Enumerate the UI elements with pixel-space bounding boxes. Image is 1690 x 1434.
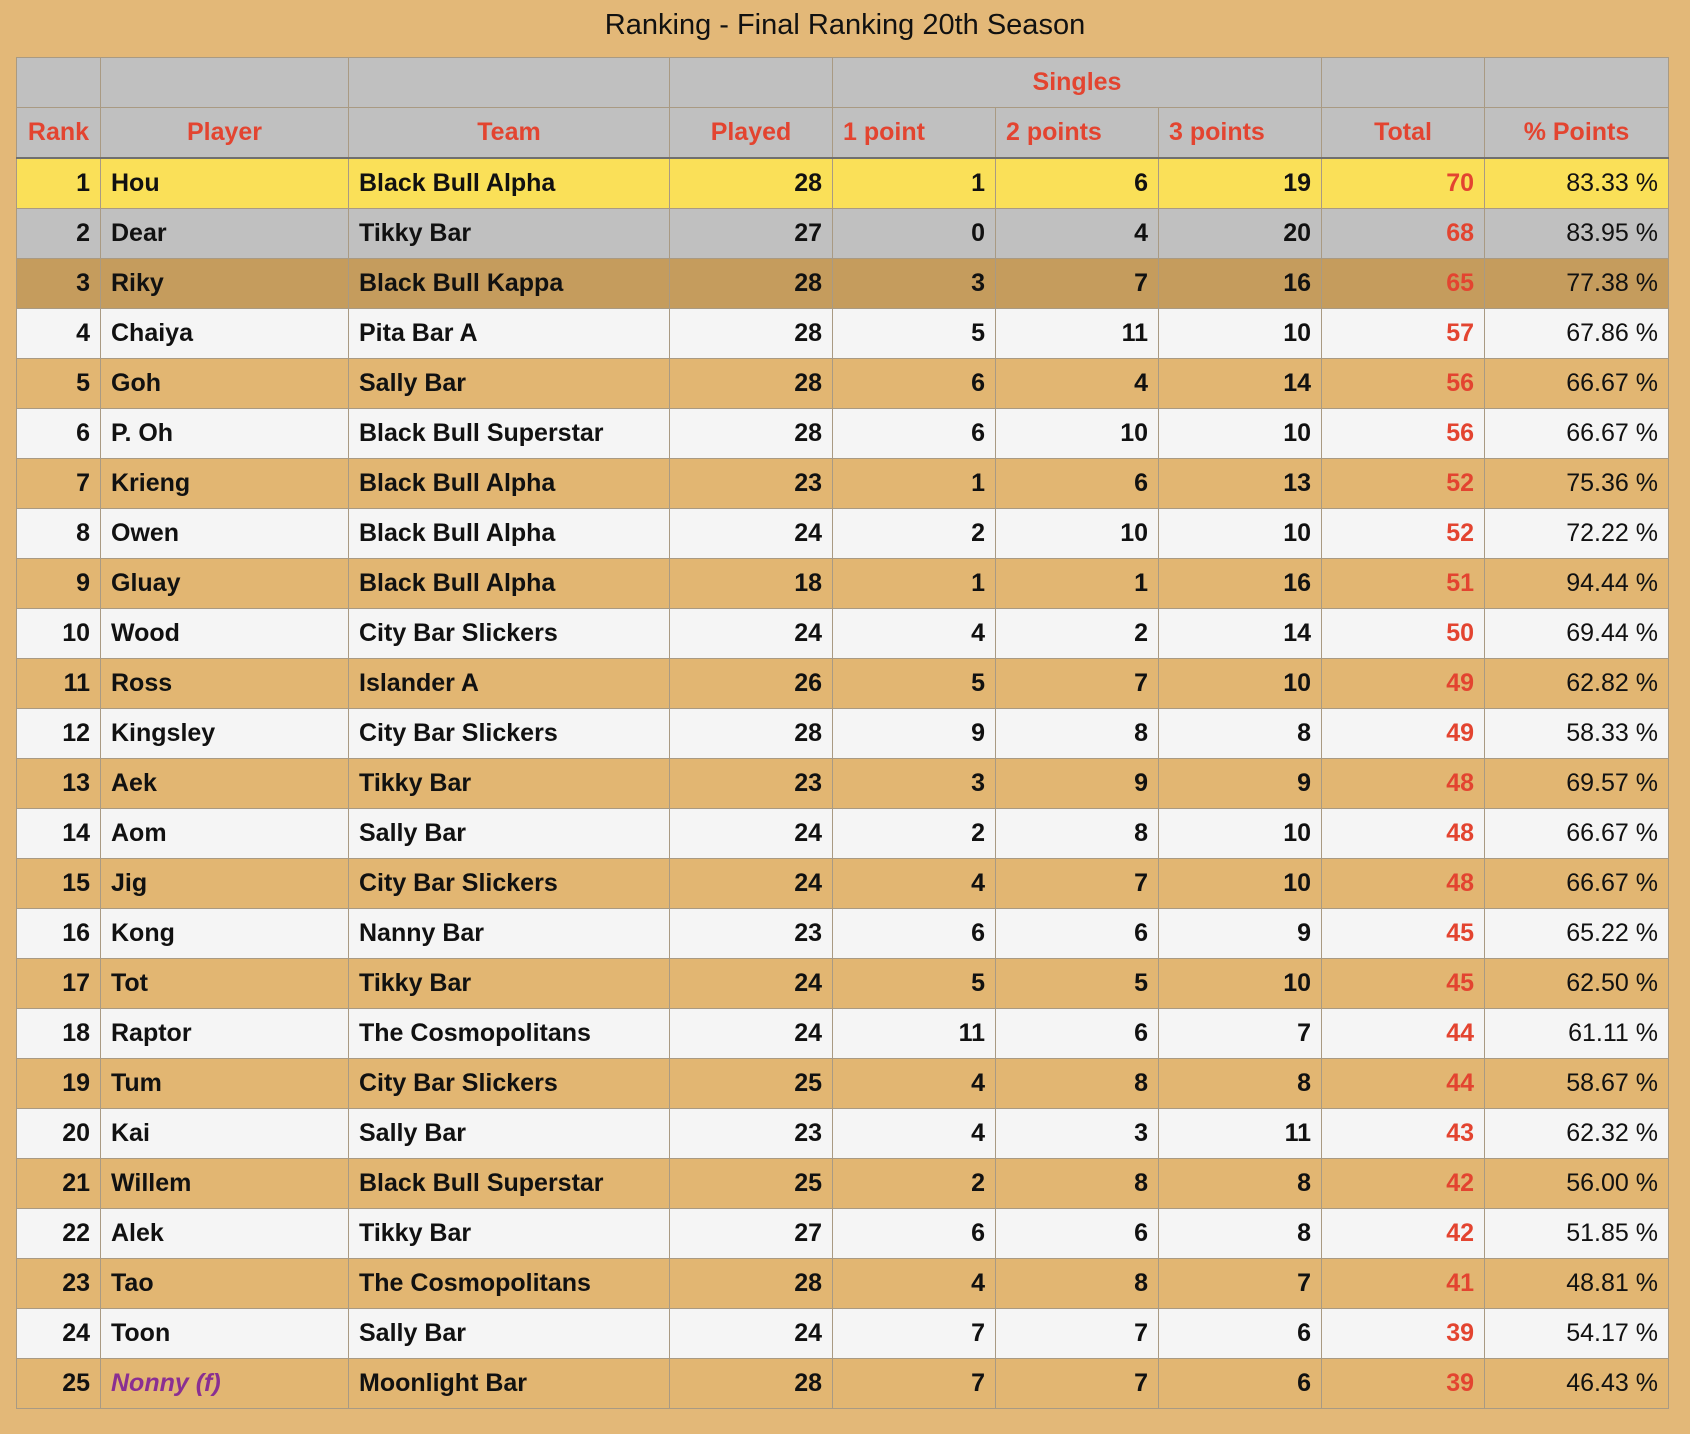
rank-cell: 11 — [17, 659, 101, 709]
team-name-cell: Black Bull Superstar — [349, 1159, 670, 1209]
one-point-cell: 5 — [833, 659, 996, 709]
rank-cell: 25 — [17, 1359, 101, 1409]
table-row[interactable] — [17, 1109, 1669, 1159]
header-blank — [1485, 58, 1669, 108]
one-point-cell: 11 — [833, 1009, 996, 1059]
team-name-cell: The Cosmopolitans — [349, 1009, 670, 1059]
percent-points-cell: 61.11 % — [1485, 1009, 1669, 1059]
player-name-cell: Nonny (f) — [101, 1359, 349, 1409]
two-points-cell: 4 — [996, 359, 1159, 409]
total-cell: 41 — [1322, 1259, 1485, 1309]
played-cell: 24 — [670, 1309, 833, 1359]
one-point-cell: 7 — [833, 1309, 996, 1359]
total-cell: 56 — [1322, 359, 1485, 409]
two-points-cell: 7 — [996, 859, 1159, 909]
team-name-cell: City Bar Slickers — [349, 859, 670, 909]
two-points-cell: 8 — [996, 1059, 1159, 1109]
played-cell: 23 — [670, 909, 833, 959]
three-points-cell: 10 — [1159, 959, 1322, 1009]
rank-cell: 15 — [17, 859, 101, 909]
percent-points-cell: 75.36 % — [1485, 459, 1669, 509]
played-cell: 24 — [670, 509, 833, 559]
team-name-cell: Sally Bar — [349, 1109, 670, 1159]
played-cell: 28 — [670, 259, 833, 309]
three-points-cell: 13 — [1159, 459, 1322, 509]
one-point-cell: 9 — [833, 709, 996, 759]
two-points-cell: 10 — [996, 509, 1159, 559]
team-name-cell: Black Bull Superstar — [349, 409, 670, 459]
col-header-total[interactable]: Total — [1322, 108, 1485, 159]
rank-cell: 12 — [17, 709, 101, 759]
table-row[interactable] — [17, 359, 1669, 409]
two-points-cell: 6 — [996, 1009, 1159, 1059]
team-name-cell: City Bar Slickers — [349, 1059, 670, 1109]
two-points-cell: 6 — [996, 158, 1159, 209]
percent-points-cell: 69.57 % — [1485, 759, 1669, 809]
table-row[interactable] — [17, 209, 1669, 259]
total-cell: 44 — [1322, 1009, 1485, 1059]
total-cell: 48 — [1322, 759, 1485, 809]
one-point-cell: 4 — [833, 1259, 996, 1309]
played-cell: 24 — [670, 959, 833, 1009]
rank-cell: 21 — [17, 1159, 101, 1209]
played-cell: 28 — [670, 1359, 833, 1409]
percent-points-cell: 54.17 % — [1485, 1309, 1669, 1359]
player-name-cell: Tot — [101, 959, 349, 1009]
player-name-cell: P. Oh — [101, 409, 349, 459]
header-columns-row — [17, 108, 1669, 159]
one-point-cell: 6 — [833, 359, 996, 409]
player-name-cell: Gluay — [101, 559, 349, 609]
player-name-cell: Tum — [101, 1059, 349, 1109]
one-point-cell: 4 — [833, 609, 996, 659]
three-points-cell: 9 — [1159, 909, 1322, 959]
table-row[interactable] — [17, 859, 1669, 909]
two-points-cell: 7 — [996, 1309, 1159, 1359]
percent-points-cell: 65.22 % — [1485, 909, 1669, 959]
total-cell: 50 — [1322, 609, 1485, 659]
table-row[interactable] — [17, 1259, 1669, 1309]
team-name-cell: Islander A — [349, 659, 670, 709]
two-points-cell: 11 — [996, 309, 1159, 359]
team-name-cell: Black Bull Kappa — [349, 259, 670, 309]
three-points-cell: 10 — [1159, 859, 1322, 909]
three-points-cell: 8 — [1159, 1209, 1322, 1259]
three-points-cell: 7 — [1159, 1009, 1322, 1059]
table-row[interactable] — [17, 1359, 1669, 1409]
table-row[interactable] — [17, 1159, 1669, 1209]
player-name-cell: Jig — [101, 859, 349, 909]
two-points-cell: 9 — [996, 759, 1159, 809]
col-header-played[interactable]: Played — [670, 108, 833, 159]
player-name-cell: Kai — [101, 1109, 349, 1159]
one-point-cell: 2 — [833, 509, 996, 559]
total-cell: 65 — [1322, 259, 1485, 309]
percent-points-cell: 83.95 % — [1485, 209, 1669, 259]
percent-points-cell: 58.33 % — [1485, 709, 1669, 759]
percent-points-cell: 46.43 % — [1485, 1359, 1669, 1409]
rank-cell: 10 — [17, 609, 101, 659]
played-cell: 18 — [670, 559, 833, 609]
team-name-cell: Tikky Bar — [349, 209, 670, 259]
team-name-cell: The Cosmopolitans — [349, 1259, 670, 1309]
rank-cell: 16 — [17, 909, 101, 959]
played-cell: 28 — [670, 309, 833, 359]
one-point-cell: 6 — [833, 1209, 996, 1259]
played-cell: 28 — [670, 158, 833, 209]
team-name-cell: Sally Bar — [349, 1309, 670, 1359]
two-points-cell: 5 — [996, 959, 1159, 1009]
total-cell: 42 — [1322, 1209, 1485, 1259]
two-points-cell: 4 — [996, 209, 1159, 259]
rank-cell: 8 — [17, 509, 101, 559]
two-points-cell: 8 — [996, 709, 1159, 759]
one-point-cell: 4 — [833, 1109, 996, 1159]
three-points-cell: 6 — [1159, 1359, 1322, 1409]
team-name-cell: Black Bull Alpha — [349, 158, 670, 209]
percent-points-cell: 51.85 % — [1485, 1209, 1669, 1259]
col-header-percent-points[interactable]: % Points — [1485, 108, 1669, 159]
total-cell: 48 — [1322, 859, 1485, 909]
total-cell: 70 — [1322, 158, 1485, 209]
player-name-cell: Raptor — [101, 1009, 349, 1059]
team-name-cell: Tikky Bar — [349, 1209, 670, 1259]
three-points-cell: 10 — [1159, 659, 1322, 709]
two-points-cell: 1 — [996, 559, 1159, 609]
two-points-cell: 7 — [996, 1359, 1159, 1409]
rank-cell: 22 — [17, 1209, 101, 1259]
player-name-cell: Dear — [101, 209, 349, 259]
percent-points-cell: 58.67 % — [1485, 1059, 1669, 1109]
rank-cell: 2 — [17, 209, 101, 259]
two-points-cell: 8 — [996, 809, 1159, 859]
two-points-cell: 7 — [996, 659, 1159, 709]
played-cell: 23 — [670, 1109, 833, 1159]
player-name-cell: Toon — [101, 1309, 349, 1359]
three-points-cell: 14 — [1159, 359, 1322, 409]
table-row[interactable] — [17, 409, 1669, 459]
percent-points-cell: 72.22 % — [1485, 509, 1669, 559]
percent-points-cell: 77.38 % — [1485, 259, 1669, 309]
table-row[interactable] — [17, 959, 1669, 1009]
percent-points-cell: 66.67 % — [1485, 809, 1669, 859]
percent-points-cell: 62.50 % — [1485, 959, 1669, 1009]
player-name-cell: Hou — [101, 158, 349, 209]
two-points-cell: 8 — [996, 1259, 1159, 1309]
one-point-cell: 6 — [833, 909, 996, 959]
rank-cell: 13 — [17, 759, 101, 809]
one-point-cell: 3 — [833, 259, 996, 309]
rank-cell: 17 — [17, 959, 101, 1009]
table-row[interactable] — [17, 1309, 1669, 1359]
played-cell: 28 — [670, 709, 833, 759]
table-row[interactable] — [17, 259, 1669, 309]
table-row[interactable] — [17, 659, 1669, 709]
team-name-cell: City Bar Slickers — [349, 609, 670, 659]
player-name-cell: Riky — [101, 259, 349, 309]
total-cell: 52 — [1322, 509, 1485, 559]
percent-points-cell: 48.81 % — [1485, 1259, 1669, 1309]
one-point-cell: 1 — [833, 559, 996, 609]
player-name-cell: Tao — [101, 1259, 349, 1309]
percent-points-cell: 66.67 % — [1485, 859, 1669, 909]
team-name-cell: Tikky Bar — [349, 959, 670, 1009]
team-name-cell: Tikky Bar — [349, 759, 670, 809]
total-cell: 56 — [1322, 409, 1485, 459]
total-cell: 68 — [1322, 209, 1485, 259]
rank-cell: 20 — [17, 1109, 101, 1159]
three-points-cell: 10 — [1159, 509, 1322, 559]
col-header-rank[interactable]: Rank — [17, 108, 101, 159]
percent-points-cell: 94.44 % — [1485, 559, 1669, 609]
team-name-cell: Black Bull Alpha — [349, 509, 670, 559]
team-name-cell: Sally Bar — [349, 359, 670, 409]
col-header-1-point[interactable]: 1 point — [833, 108, 996, 159]
team-name-cell: Black Bull Alpha — [349, 559, 670, 609]
table-row[interactable] — [17, 158, 1669, 209]
table-row[interactable] — [17, 459, 1669, 509]
table-row[interactable] — [17, 909, 1669, 959]
three-points-cell: 10 — [1159, 809, 1322, 859]
table-row[interactable] — [17, 1009, 1669, 1059]
three-points-cell: 7 — [1159, 1259, 1322, 1309]
one-point-cell: 4 — [833, 859, 996, 909]
col-header-2-points[interactable]: 2 points — [996, 108, 1159, 159]
total-cell: 48 — [1322, 809, 1485, 859]
table-row[interactable] — [17, 309, 1669, 359]
table-row[interactable] — [17, 559, 1669, 609]
table-row[interactable] — [17, 709, 1669, 759]
total-cell: 43 — [1322, 1109, 1485, 1159]
three-points-cell: 14 — [1159, 609, 1322, 659]
rank-cell: 19 — [17, 1059, 101, 1109]
played-cell: 23 — [670, 759, 833, 809]
percent-points-cell: 62.82 % — [1485, 659, 1669, 709]
total-cell: 52 — [1322, 459, 1485, 509]
table-row[interactable] — [17, 759, 1669, 809]
one-point-cell: 7 — [833, 1359, 996, 1409]
rank-cell: 7 — [17, 459, 101, 509]
col-header-team[interactable]: Team — [349, 108, 670, 159]
one-point-cell: 0 — [833, 209, 996, 259]
header-blank — [349, 58, 670, 108]
percent-points-cell: 66.67 % — [1485, 409, 1669, 459]
three-points-cell: 8 — [1159, 709, 1322, 759]
played-cell: 24 — [670, 609, 833, 659]
team-name-cell: Sally Bar — [349, 809, 670, 859]
total-cell: 39 — [1322, 1359, 1485, 1409]
played-cell: 26 — [670, 659, 833, 709]
rank-cell: 14 — [17, 809, 101, 859]
rank-cell: 9 — [17, 559, 101, 609]
table-row[interactable] — [17, 1209, 1669, 1259]
header-blank — [101, 58, 349, 108]
table-row[interactable] — [17, 809, 1669, 859]
header-blank — [670, 58, 833, 108]
played-cell: 24 — [670, 809, 833, 859]
played-cell: 24 — [670, 1009, 833, 1059]
header-blank — [1322, 58, 1485, 108]
percent-points-cell: 66.67 % — [1485, 359, 1669, 409]
played-cell: 25 — [670, 1159, 833, 1209]
rank-cell: 1 — [17, 158, 101, 209]
player-name-cell: Krieng — [101, 459, 349, 509]
player-name-cell: Aom — [101, 809, 349, 859]
rank-cell: 24 — [17, 1309, 101, 1359]
table-row[interactable] — [17, 1059, 1669, 1109]
rank-cell: 4 — [17, 309, 101, 359]
three-points-cell: 10 — [1159, 409, 1322, 459]
table-row[interactable] — [17, 509, 1669, 559]
total-cell: 45 — [1322, 909, 1485, 959]
played-cell: 27 — [670, 1209, 833, 1259]
two-points-cell: 7 — [996, 259, 1159, 309]
played-cell: 24 — [670, 859, 833, 909]
three-points-cell: 9 — [1159, 759, 1322, 809]
player-name-cell: Kingsley — [101, 709, 349, 759]
player-name-cell: Wood — [101, 609, 349, 659]
player-name-cell: Alek — [101, 1209, 349, 1259]
total-cell: 44 — [1322, 1059, 1485, 1109]
three-points-cell: 16 — [1159, 259, 1322, 309]
two-points-cell: 6 — [996, 1209, 1159, 1259]
total-cell: 42 — [1322, 1159, 1485, 1209]
played-cell: 27 — [670, 209, 833, 259]
player-name-cell: Aek — [101, 759, 349, 809]
one-point-cell: 4 — [833, 1059, 996, 1109]
two-points-cell: 10 — [996, 409, 1159, 459]
player-name-cell: Goh — [101, 359, 349, 409]
rank-cell: 5 — [17, 359, 101, 409]
total-cell: 51 — [1322, 559, 1485, 609]
player-name-cell: Chaiya — [101, 309, 349, 359]
two-points-cell: 6 — [996, 909, 1159, 959]
three-points-cell: 6 — [1159, 1309, 1322, 1359]
total-cell: 45 — [1322, 959, 1485, 1009]
three-points-cell: 19 — [1159, 158, 1322, 209]
one-point-cell: 2 — [833, 1159, 996, 1209]
team-name-cell: Pita Bar A — [349, 309, 670, 359]
three-points-cell: 16 — [1159, 559, 1322, 609]
page-title: Ranking - Final Ranking 20th Season — [604, 9, 1086, 41]
one-point-cell: 2 — [833, 809, 996, 859]
rank-cell: 6 — [17, 409, 101, 459]
three-points-cell: 10 — [1159, 309, 1322, 359]
percent-points-cell: 69.44 % — [1485, 609, 1669, 659]
player-name-cell: Willem — [101, 1159, 349, 1209]
rank-cell: 23 — [17, 1259, 101, 1309]
player-name-cell: Owen — [101, 509, 349, 559]
table-row[interactable] — [17, 609, 1669, 659]
played-cell: 28 — [670, 1259, 833, 1309]
two-points-cell: 3 — [996, 1109, 1159, 1159]
one-point-cell: 5 — [833, 959, 996, 1009]
total-cell: 57 — [1322, 309, 1485, 359]
one-point-cell: 6 — [833, 409, 996, 459]
played-cell: 25 — [670, 1059, 833, 1109]
one-point-cell: 1 — [833, 459, 996, 509]
one-point-cell: 3 — [833, 759, 996, 809]
two-points-cell: 6 — [996, 459, 1159, 509]
three-points-cell: 8 — [1159, 1059, 1322, 1109]
ranking-table — [16, 57, 1669, 1409]
team-name-cell: City Bar Slickers — [349, 709, 670, 759]
played-cell: 28 — [670, 359, 833, 409]
col-header-3-points[interactable]: 3 points — [1159, 108, 1322, 159]
three-points-cell: 20 — [1159, 209, 1322, 259]
team-name-cell: Nanny Bar — [349, 909, 670, 959]
rank-cell: 3 — [17, 259, 101, 309]
three-points-cell: 8 — [1159, 1159, 1322, 1209]
percent-points-cell: 67.86 % — [1485, 309, 1669, 359]
player-name-cell: Kong — [101, 909, 349, 959]
player-name-cell: Ross — [101, 659, 349, 709]
total-cell: 49 — [1322, 659, 1485, 709]
two-points-cell: 8 — [996, 1159, 1159, 1209]
one-point-cell: 1 — [833, 158, 996, 209]
header-blank — [17, 58, 101, 108]
total-cell: 39 — [1322, 1309, 1485, 1359]
col-header-player[interactable]: Player — [101, 108, 349, 159]
rank-cell: 18 — [17, 1009, 101, 1059]
played-cell: 28 — [670, 409, 833, 459]
total-cell: 49 — [1322, 709, 1485, 759]
one-point-cell: 5 — [833, 309, 996, 359]
percent-points-cell: 83.33 % — [1485, 158, 1669, 209]
two-points-cell: 2 — [996, 609, 1159, 659]
percent-points-cell: 56.00 % — [1485, 1159, 1669, 1209]
team-name-cell: Black Bull Alpha — [349, 459, 670, 509]
team-name-cell: Moonlight Bar — [349, 1359, 670, 1409]
played-cell: 23 — [670, 459, 833, 509]
three-points-cell: 11 — [1159, 1109, 1322, 1159]
percent-points-cell: 62.32 % — [1485, 1109, 1669, 1159]
header-group-row — [17, 58, 1669, 108]
header-singles-group: Singles — [833, 58, 1322, 108]
